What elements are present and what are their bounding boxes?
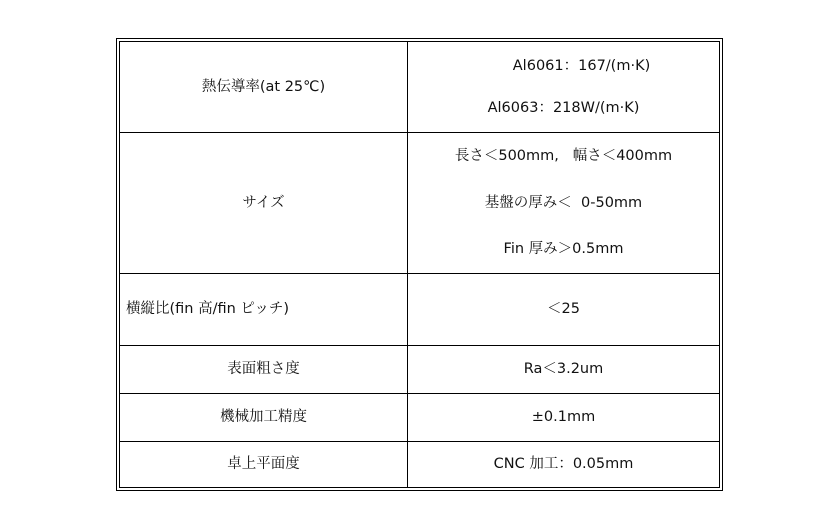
row-label-machining-accuracy: 機械加工精度 [120, 393, 408, 441]
spec-table [119, 41, 720, 488]
row-value-size [408, 133, 720, 274]
value-line: Al6061：167/(m·K) [512, 57, 651, 74]
row-value-flatness [408, 441, 720, 487]
value-line: CNC 加工：0.05mm [493, 456, 634, 473]
table-row [120, 441, 720, 487]
spec-table-frame [116, 38, 723, 491]
value-line: Ra＜3.2um [523, 361, 604, 378]
table-row [120, 133, 720, 274]
row-label-flatness: 卓上平面度 [120, 441, 408, 487]
table-row [120, 346, 720, 393]
table-row [120, 274, 720, 346]
value-line: 長さ＜500mm, 幅さ＜400mm [454, 148, 673, 165]
row-label-thermal-conductivity: 熱伝導率(at 25℃) [120, 42, 408, 133]
row-value-thermal-conductivity [408, 42, 720, 133]
row-value-aspect-ratio [408, 274, 720, 346]
table-row [120, 42, 720, 133]
value-line: Fin 厚み＞0.5mm [503, 241, 624, 258]
row-value-surface-roughness [408, 346, 720, 393]
value-line: 基盤の厚み＜ 0-50mm [484, 194, 643, 211]
row-label-surface-roughness: 表面粗さ度 [120, 346, 408, 393]
row-label-size: サイズ [120, 133, 408, 274]
table-row [120, 393, 720, 441]
row-value-machining-accuracy [408, 393, 720, 441]
row-label-aspect-ratio: 横縦比(fin 高/fin ピッチ) [120, 274, 408, 346]
value-line: ±0.1mm [531, 408, 596, 425]
value-line: Al6063：218W/(m·K) [487, 100, 640, 117]
value-line: ＜25 [547, 301, 580, 318]
